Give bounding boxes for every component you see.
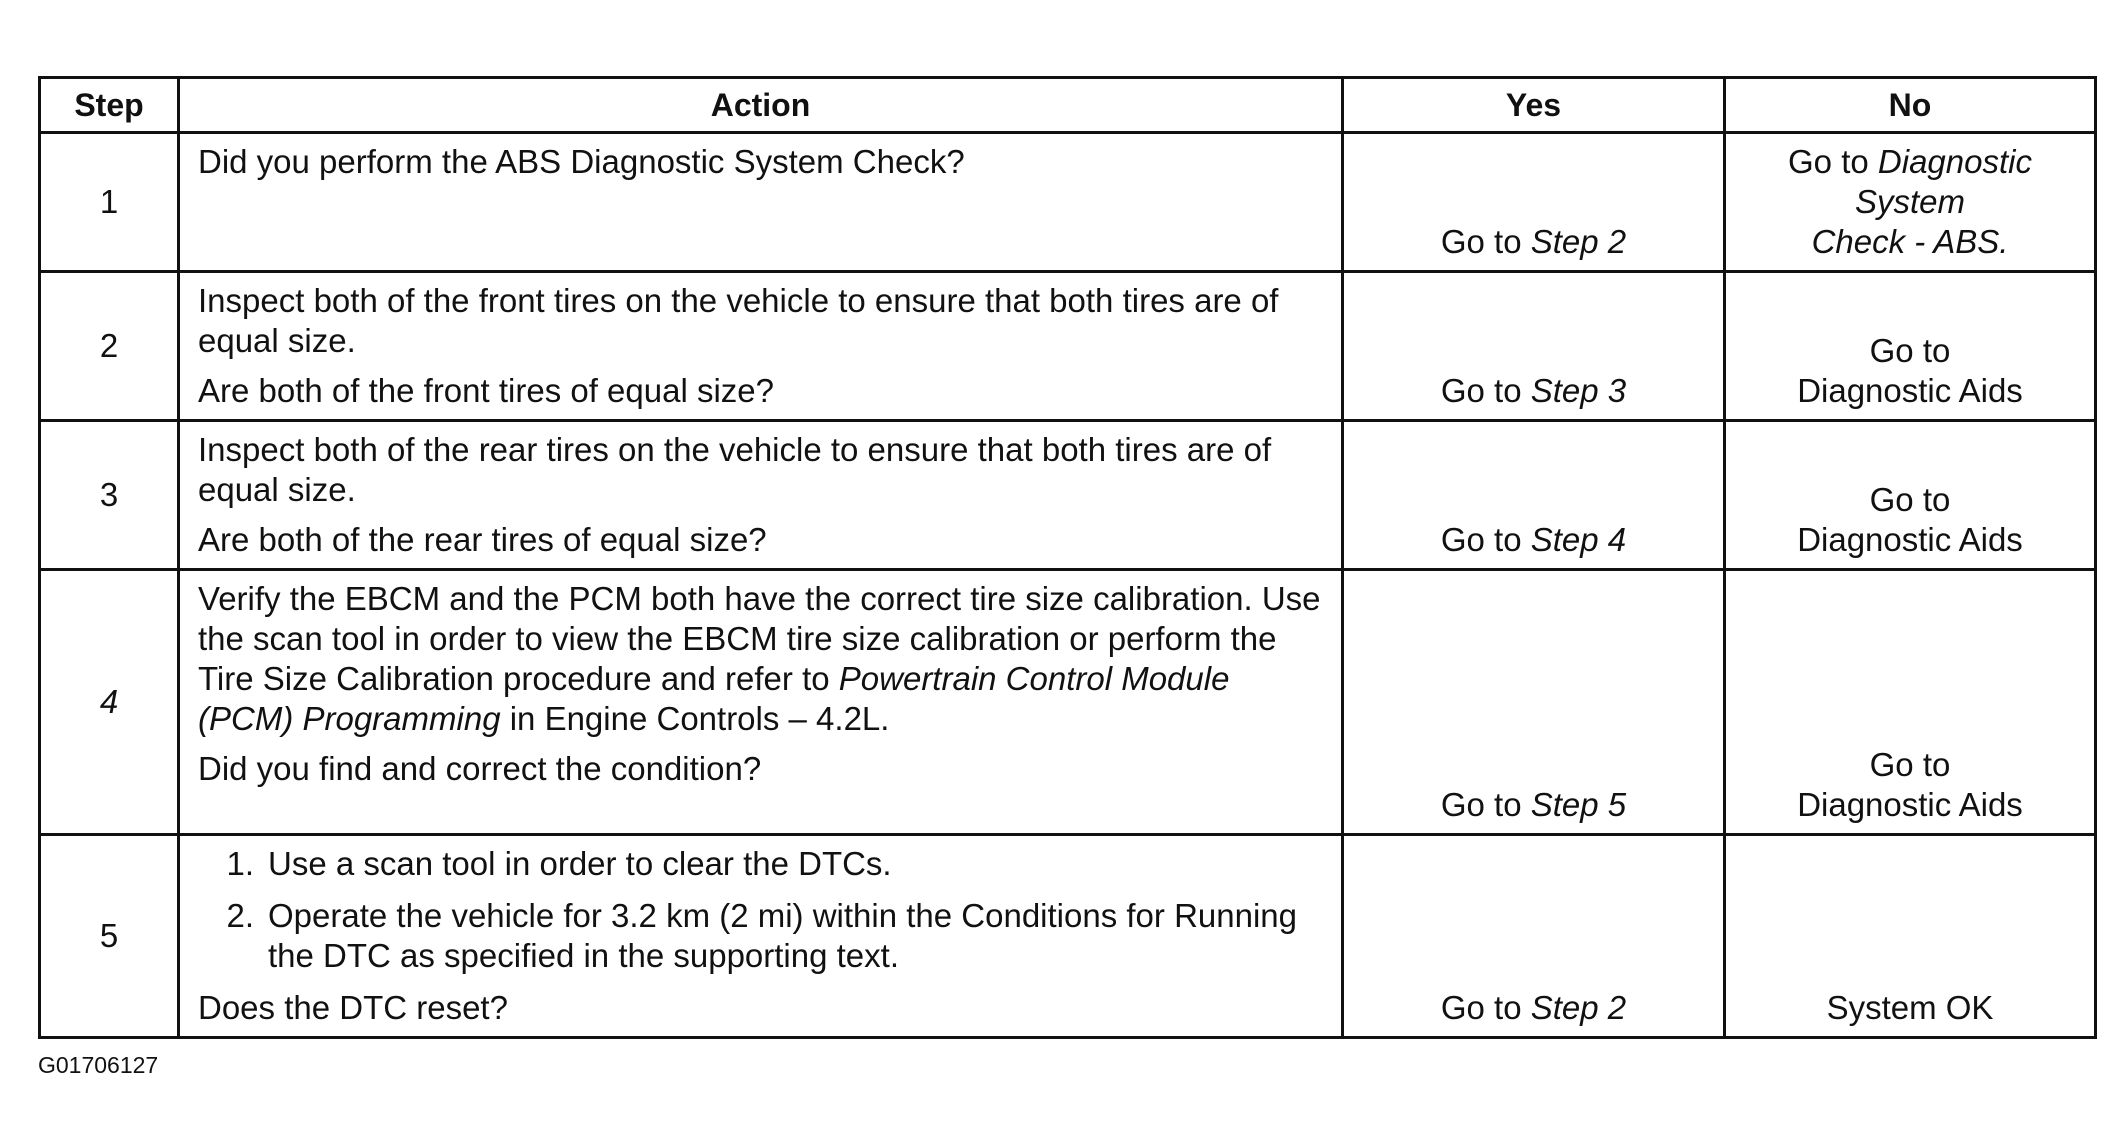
yes-step-link[interactable]: Step 2 [1530,989,1627,1026]
list-item-number: 1. [226,845,254,882]
no-link-line3[interactable]: Check - ABS. [1811,223,2009,260]
no-diagnostic-aids-link[interactable]: Diagnostic Aids [1797,786,2023,823]
action-text: Inspect both of the rear tires on the vehicle to ensure that both tires are of equal size. [198,431,1272,508]
step-number: 4 [40,570,179,835]
yes-cell [1343,570,1725,835]
no-cell [1725,570,2096,835]
no-line1: Go to [1869,332,1951,369]
yes-prefix: Go to [1440,989,1531,1026]
yes-prefix: Go to [1440,786,1531,823]
header-yes: Yes [1343,78,1725,133]
no-link-line1[interactable]: Diagnostic [1877,143,2032,180]
no-line1: Go to [1869,481,1951,518]
table-header-row [40,78,2096,133]
no-prefix: Go to [1788,143,1878,180]
header-no: No [1725,78,2096,133]
header-step: Step [40,78,179,133]
step-number: 3 [40,421,179,570]
yes-cell [1343,835,1725,1038]
action-question: Are both of the rear tires of equal size? [198,521,767,558]
yes-cell [1343,272,1725,421]
pcm-programming-link[interactable]: Powertrain Control Module (PCM) Programming [198,660,1230,737]
no-cell [1725,133,2096,272]
no-diagnostic-aids-link[interactable]: Diagnostic Aids [1797,521,2023,558]
action-text [198,579,1327,739]
yes-step-link[interactable]: Step 3 [1530,372,1627,409]
list-item-text: Use a scan tool in order to clear the DTCs. [268,845,892,882]
step-number: 2 [40,272,179,421]
header-action: Action [179,78,1343,133]
action-cell [179,835,1343,1038]
yes-prefix: Go to [1440,223,1531,260]
action-text-before: Verify the EBCM and the PCM both have the correct tire size calibration. Use the scan tool in order to view the EBCM tire size calibration or perform the Tire Size Calibration procedure and refer to [198,580,1321,697]
table-row [40,421,2096,570]
action-question: Are both of the front tires of equal size? [198,372,775,409]
no-system-ok: System OK [1826,989,1994,1026]
action-cell [179,570,1343,835]
table-row [40,835,2096,1038]
list-item-number: 2. [226,897,254,934]
action-cell [179,133,1343,272]
list-item-text: Operate the vehicle for 3.2 km (2 mi) within the Conditions for Running the DTC as specified in the supporting text. [268,897,1297,974]
action-question: Did you find and correct the condition? [198,750,762,787]
action-question: Does the DTC reset? [198,989,508,1026]
yes-step-link[interactable]: Step 2 [1530,223,1627,260]
yes-cell [1343,421,1725,570]
yes-prefix: Go to [1440,372,1531,409]
yes-prefix: Go to [1440,521,1531,558]
yes-cell [1343,133,1725,272]
step-number: 5 [40,835,179,1038]
diagnostic-table [38,76,2097,1039]
table-row [40,272,2096,421]
no-cell [1725,835,2096,1038]
action-text-after: in Engine Controls – 4.2L. [500,700,890,737]
action-text: Did you perform the ABS Diagnostic System Check? [198,143,965,180]
no-diagnostic-aids-link[interactable]: Diagnostic Aids [1797,372,2023,409]
list-item [198,844,1327,884]
list-item [198,896,1327,976]
no-link-line2[interactable]: System [1854,183,1966,220]
figure-id: G01706127 [38,1052,159,1078]
table-row [40,570,2096,835]
no-line1: Go to [1869,746,1951,783]
action-cell [179,272,1343,421]
yes-step-link[interactable]: Step 4 [1530,521,1627,558]
no-cell [1725,421,2096,570]
no-cell [1725,272,2096,421]
action-cell [179,421,1343,570]
action-text: Inspect both of the front tires on the vehicle to ensure that both tires are of equal size. [198,282,1279,359]
step-number: 1 [40,133,179,272]
action-list [198,844,1327,976]
table-row [40,133,2096,272]
yes-step-link[interactable]: Step 5 [1530,786,1627,823]
